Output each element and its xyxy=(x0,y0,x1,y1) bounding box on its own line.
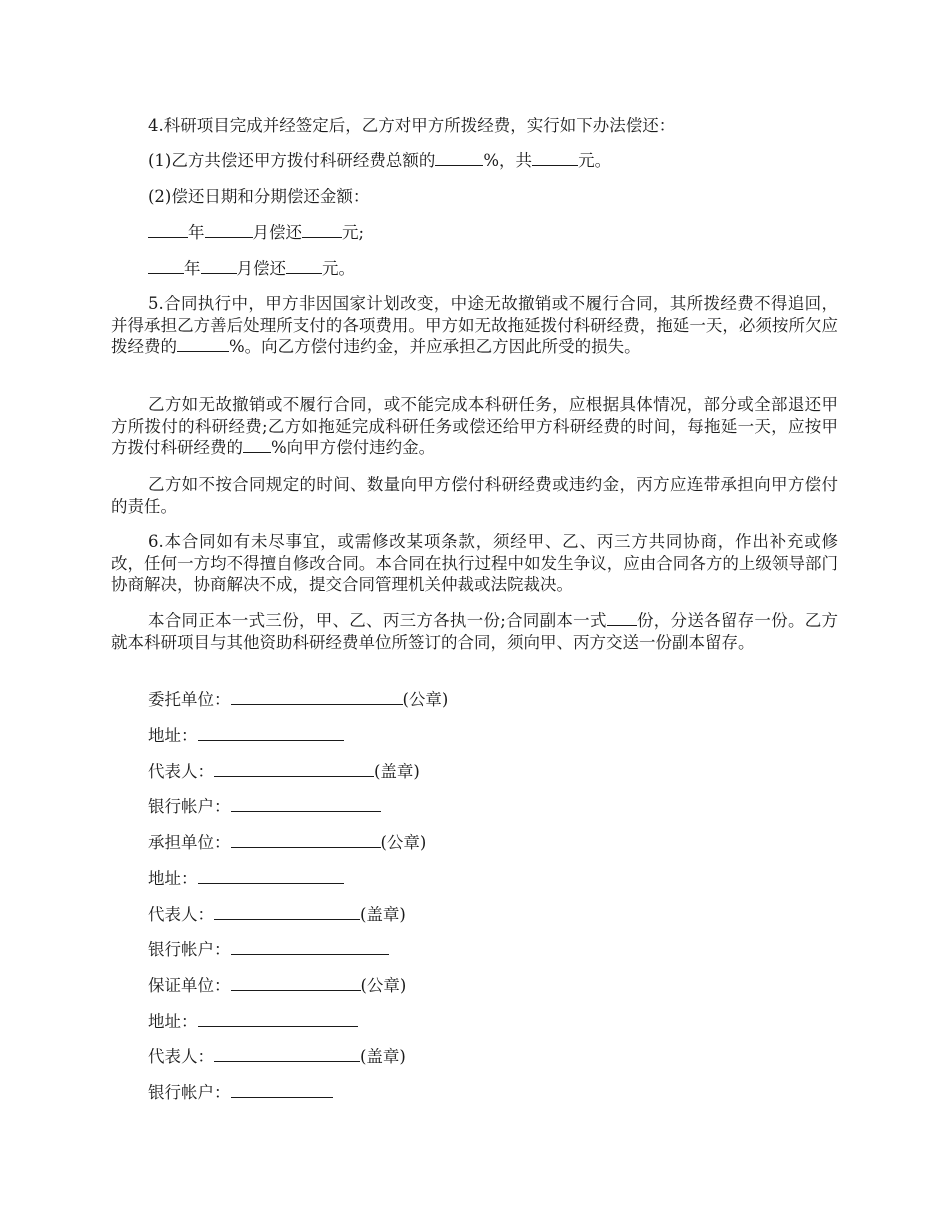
clause-6-para-2: 本合同正本一式三份，甲、乙、丙三方各执一份;合同副本一式 份，分送各留存一份。乙方就本科研项目与其他资助科研经费单位所签订的合同，须向甲、丙方交送一份副本留存。 xyxy=(111,611,838,652)
blank-percent xyxy=(435,151,483,166)
client-address-field: 地址： xyxy=(148,725,344,747)
client-unit-field: 委托单位： (公章) xyxy=(148,690,449,709)
clause-5-para-1: 5.合同执行中，甲方非因国家计划改变，中途无故撤销或不履行合同，其所拨经费不得追回，并得承担乙方善后处理所支付的各项费用。甲方如无故拖延拨付科研经费，拖延一天，必须按所欠应拨经费的 %。向乙方偿付违约金，并应承担乙方因此所受的损失。 xyxy=(111,294,838,356)
guarantor-representative-field: 代表人： (盖章) xyxy=(148,1047,406,1066)
repayment-row-1: 年 月偿还 元; xyxy=(148,222,364,244)
clause-4-item-2: (2)偿还日期和分期偿还金额： xyxy=(148,187,370,206)
clause-5-para-3: 乙方如不按合同规定的时间、数量向甲方偿付科研经费或违约金，丙方应连带承担向甲方偿付的责任。 xyxy=(111,475,838,516)
clause-4-intro: 4.科研项目完成并经签定后，乙方对甲方所拨经费，实行如下办法偿还： xyxy=(148,116,676,135)
contractor-unit-field: 承担单位： (公章) xyxy=(148,833,427,852)
contractor-representative-field: 代表人： (盖章) xyxy=(148,905,406,924)
contractor-bank-account-field: 银行帐户： xyxy=(148,939,389,961)
client-representative-field: 代表人： (盖章) xyxy=(148,762,420,781)
guarantor-address-field: 地址： xyxy=(148,1011,358,1033)
blank-amount xyxy=(532,151,578,166)
client-bank-account-field: 银行帐户： xyxy=(148,796,381,818)
contractor-address-field: 地址： xyxy=(148,868,344,890)
guarantor-unit-field: 保证单位： (公章) xyxy=(148,976,407,995)
repayment-row-2: 年 月偿还 元。 xyxy=(148,258,355,280)
clause-4-item-1: (1)乙方共偿还甲方拨付科研经费总额的 %，共 元。 xyxy=(148,151,612,170)
guarantor-bank-account-field: 银行帐户： xyxy=(148,1082,333,1104)
clause-5-para-2: 乙方如无故撤销或不履行合同，或不能完成本科研任务，应根据具体情况，部分或全部退还甲方所拨付的科研经费;乙方如拖延完成科研任务或偿还给甲方科研经费的时间，每拖延一天，应按甲方拨付科研经费的 %向甲方偿付违约金。 xyxy=(111,395,838,457)
clause-6-para-1: 6.本合同如有未尽事宜，或需修改某项条款，须经甲、乙、丙三方共同协商，作出补充或修改，任何一方均不得擅自修改合同。本合同在执行过程中如发生争议，应由合同各方的上级领导部门协商解决，协商解决不成，提交合同管理机关仲裁或法院裁决。 xyxy=(111,532,838,594)
